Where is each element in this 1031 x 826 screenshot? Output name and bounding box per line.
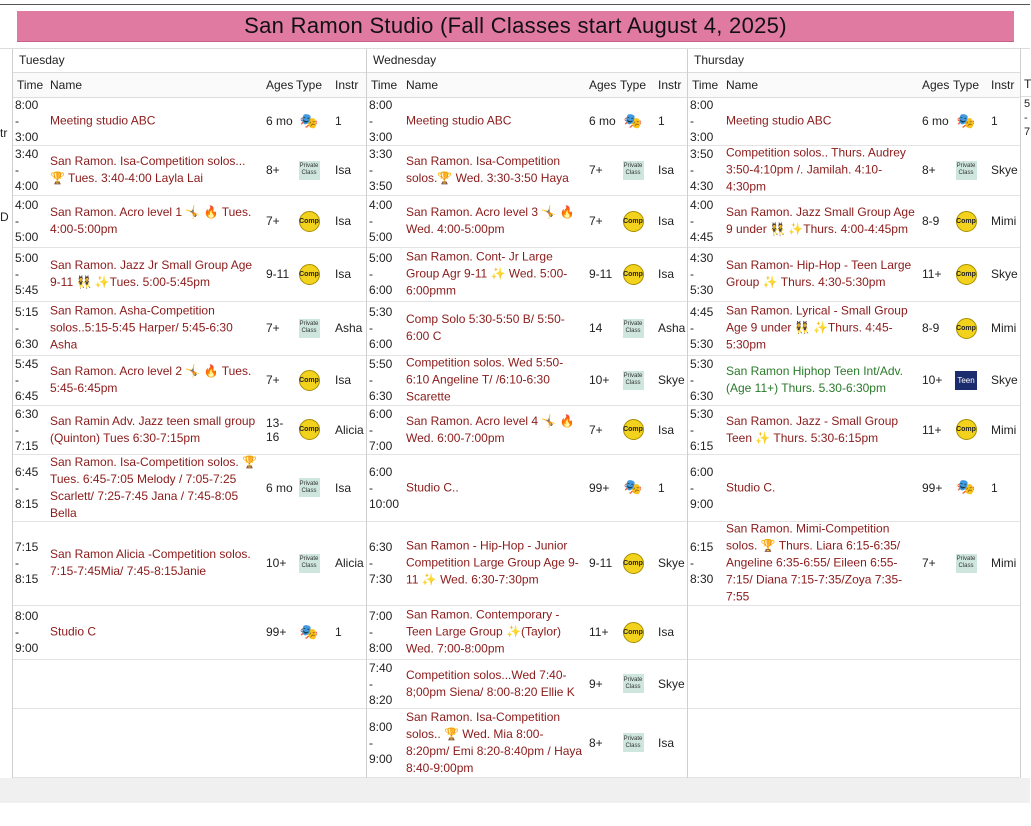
class-name-link[interactable]: Studio C (50, 624, 97, 639)
private-class-badge-icon: Private Class (622, 317, 644, 339)
class-time: 4:30 - 5:30 (690, 251, 714, 297)
private-class-badge-icon: Private Class (955, 159, 977, 181)
class-name-link[interactable]: San Ramon. Acro level 3 🤸 🔥 Wed. 4:00-5:00pm (406, 205, 575, 236)
class-instructor: Isa (335, 373, 352, 387)
class-time: 3:50 - 4:30 (690, 147, 714, 193)
class-ages: 8+ (589, 735, 603, 750)
class-name-link[interactable]: Comp Solo 5:30-5:50 B/ 5:50-6:00 C (406, 312, 565, 343)
class-row[interactable] (688, 97, 1021, 146)
class-name-link[interactable]: Studio C. (726, 480, 776, 494)
class-row[interactable] (13, 145, 367, 196)
class-row[interactable] (688, 355, 1021, 406)
comp-badge-icon: Comp (955, 317, 977, 339)
class-instructor: Alicia (335, 556, 364, 570)
column-header-instr: Instr (658, 78, 682, 92)
class-time: 6:00 - 9:00 (690, 464, 714, 511)
empty-row (688, 605, 1021, 660)
class-name-link[interactable]: Meeting studio ABC (726, 113, 832, 128)
class-instructor: Skye (991, 373, 1018, 387)
class-row[interactable] (688, 405, 1021, 455)
class-name-link[interactable]: Meeting studio ABC (50, 113, 156, 128)
column-header-name: Name (726, 78, 759, 92)
class-time: 4:00 - 4:45 (690, 198, 714, 244)
class-ages: 9-11 (589, 556, 613, 570)
class-name-link[interactable]: San Ramon - Hip-Hop - Junior Competition Large Group Age 9-11 ✨ Wed. 6:30-7:30pm (406, 538, 579, 587)
class-row[interactable] (13, 247, 367, 302)
column-header-time: Time (692, 78, 719, 92)
class-instructor: Alicia (335, 422, 364, 437)
class-time: 6:30 - 7:15 (15, 406, 39, 453)
empty-row (13, 659, 367, 709)
class-time: 5:50 - 6:30 (369, 357, 393, 403)
page-banner (17, 11, 1014, 42)
class-row[interactable] (688, 247, 1021, 302)
class-ages: 6 mo (266, 480, 293, 495)
column-headers (367, 73, 688, 98)
class-time: 8:00 - 3:00 (15, 98, 39, 144)
class-instructor: Skye (658, 676, 685, 691)
class-ages: 7+ (266, 321, 280, 335)
window-top-edge (0, 4, 1030, 5)
class-row[interactable] (13, 521, 367, 606)
class-time: 5:00 - 6:00 (369, 251, 393, 297)
class-time: 6:00 - 7:00 (369, 406, 393, 453)
class-ages: 99+ (922, 480, 943, 495)
private-class-badge-icon: Private Class (955, 552, 977, 574)
class-instructor: Skye (658, 373, 685, 387)
class-name-link[interactable]: San Ramon. Acro level 1 🤸 🔥 Tues. 4:00-5:00pm (50, 205, 252, 236)
column-header-name: Name (50, 78, 83, 92)
class-time: 7:00 - 8:00 (369, 609, 393, 655)
class-instructor: Mimi (991, 422, 1017, 437)
class-row[interactable] (367, 195, 688, 248)
column-header-instr: Instr (991, 78, 1015, 92)
class-ages: 9-11 (266, 267, 290, 281)
column-headers (688, 73, 1021, 98)
private-class-badge-icon: Private Class (298, 159, 320, 181)
class-name-link[interactable]: San Ramon. Isa-Competition solos.🏆 Wed. 3:30-3:50 Haya (406, 154, 569, 185)
comp-badge-icon: Comp (955, 210, 977, 232)
class-instructor: 1 (991, 114, 998, 128)
class-row[interactable] (13, 405, 367, 455)
class-ages: 9+ (589, 676, 603, 691)
comp-badge-icon: Comp (298, 419, 320, 441)
private-class-badge-icon: Private Class (622, 159, 644, 181)
comp-badge-icon: Comp (622, 552, 644, 574)
class-time: 3:30 - 3:50 (369, 147, 393, 193)
class-name-link[interactable]: San Ramon Hiphop Teen Int/Adv. (Age 11+) Thurs. 5.30-6:30pm (726, 364, 903, 395)
class-row[interactable] (367, 301, 688, 356)
fragment-row-right: 5 - 7 (1024, 98, 1031, 138)
class-instructor: Skye (991, 267, 1018, 281)
column-header-ages: Ages (922, 78, 950, 92)
theater-mask-icon: 🎭 (623, 479, 643, 496)
class-row[interactable] (367, 355, 688, 406)
class-name-link[interactable]: San Ramon. Cont- Jr Large Group Agr 9-11 ✨ Wed. 5:00-6:00pmm (406, 249, 568, 298)
class-row[interactable] (13, 605, 367, 660)
class-time: 5:30 - 6:15 (690, 406, 714, 453)
comp-badge-icon: Comp (622, 621, 644, 643)
comp-badge-icon: Comp (298, 369, 320, 391)
class-instructor: Isa (658, 735, 675, 750)
private-class-badge-icon: Private Class (298, 317, 320, 339)
class-ages: 7+ (589, 422, 603, 437)
column-header-type: Type (296, 78, 323, 92)
class-ages: 6 mo (589, 114, 616, 128)
class-ages: 7+ (589, 163, 603, 177)
teen-badge-icon: Teen (955, 369, 977, 391)
previous-day-fragment (0, 97, 12, 826)
class-ages: 99+ (266, 625, 287, 639)
day-column-wednesday (366, 49, 688, 778)
class-instructor: Asha (658, 321, 686, 335)
class-time: 8:00 - 9:00 (15, 609, 39, 655)
class-instructor: Isa (658, 214, 675, 228)
class-row[interactable] (367, 521, 688, 606)
class-ages: 6 mo (922, 114, 949, 128)
column-header-instr: Instr (335, 78, 359, 92)
class-ages: 9-11 (589, 267, 613, 281)
theater-mask-icon: 🎭 (956, 479, 976, 496)
private-class-badge-icon: Private Class (622, 369, 644, 391)
column-headers (13, 73, 367, 98)
class-instructor: Isa (335, 163, 352, 177)
class-name-link[interactable]: San Ramon. Mimi-Competition solos. 🏆 Thurs. Liara 6:15-6:35/ Angeline 6:35-6:55/ Eileen 6:55-7:15/ Diana 7:15-7:35/Zoya 7:35-7:55 (726, 521, 903, 604)
day-column-thursday (687, 49, 1021, 778)
class-row[interactable] (688, 195, 1021, 248)
empty-row (688, 659, 1021, 709)
class-instructor: 1 (335, 114, 342, 128)
class-time: 7:40 - 8:20 (369, 660, 393, 707)
class-instructor: Mimi (991, 214, 1017, 228)
class-time: 8:00 - 9:00 (369, 719, 393, 766)
class-ages: 7+ (266, 214, 280, 228)
class-instructor: Isa (335, 480, 352, 495)
class-ages: 8-9 (922, 214, 940, 228)
theater-mask-icon: 🎭 (623, 112, 643, 130)
class-instructor: Skye (991, 163, 1018, 177)
day-column-tuesday (12, 49, 367, 778)
class-time: 6:45 - 8:15 (15, 464, 39, 511)
class-time: 5:00 - 5:45 (15, 251, 39, 297)
class-name-link[interactable]: Competition solos. Wed 5:50-6:10 Angeline T/ /6:10-6:30 Scarette (406, 355, 564, 404)
next-day-fragment (1020, 48, 1031, 777)
class-name-link[interactable]: San Ramon. Acro level 4 🤸 🔥 Wed. 6:00-7:00pm (406, 413, 575, 445)
fragment-col-header: tr (0, 126, 8, 140)
class-row[interactable] (688, 521, 1021, 606)
comp-badge-icon: Comp (622, 263, 644, 285)
class-time: 8:00 - 3:00 (369, 98, 393, 144)
class-ages: 10+ (589, 373, 610, 387)
column-header-name: Name (406, 78, 439, 92)
class-ages: 8+ (922, 163, 936, 177)
class-time: 6:30 - 7:30 (369, 540, 393, 586)
class-name-link[interactable]: San Ramon. Acro level 2 🤸 🔥 Tues. 5:45-6:45pm (50, 364, 252, 395)
class-instructor: 1 (991, 480, 998, 495)
class-ages: 7+ (266, 373, 280, 387)
class-time: 8:00 - 3:00 (690, 98, 714, 144)
class-name-link[interactable]: San Ramon. Jazz - Small Group Teen ✨ Thurs. 5:30-6:15pm (726, 413, 899, 445)
class-name-link[interactable]: Competition solos.. Thurs. Audrey 3:50-4:10pm /. Jamilah. 4:10-4:30pm (726, 145, 906, 194)
theater-mask-icon: 🎭 (299, 112, 319, 130)
column-header-time: Time (371, 78, 398, 92)
class-row[interactable] (367, 247, 688, 302)
class-instructor: 1 (658, 480, 665, 495)
class-row[interactable] (367, 405, 688, 455)
class-row[interactable] (367, 605, 688, 660)
day-header: Wednesday (367, 49, 688, 73)
fragment-col-header-right: T (1024, 77, 1031, 91)
class-time: 5:30 - 6:30 (690, 357, 714, 403)
class-ages: 10+ (266, 556, 287, 570)
class-name-link[interactable]: San Ramon- Hip-Hop - Teen Large Group ✨ Thurs. 4:30-5:30pm (726, 258, 912, 289)
class-time: 4:45 - 5:30 (690, 305, 714, 351)
class-row[interactable] (13, 97, 367, 146)
class-ages: 11+ (922, 422, 942, 437)
class-time: 4:00 - 5:00 (369, 198, 393, 244)
class-row[interactable] (13, 195, 367, 248)
class-name-link[interactable]: Meeting studio ABC (406, 113, 512, 128)
class-time: 4:00 - 5:00 (15, 198, 39, 244)
private-class-badge-icon: Private Class (298, 477, 320, 499)
day-header: Thursday (688, 49, 1021, 73)
class-instructor: Isa (658, 422, 675, 437)
fragment-row-text: D (0, 210, 9, 224)
theater-mask-icon: 🎭 (956, 112, 976, 130)
class-instructor: 1 (335, 625, 342, 639)
class-name-link[interactable]: San Ramon Alicia -Competition solos. 7:15-7:45Mia/ 7:45-8:15Janie (50, 547, 251, 578)
empty-row (688, 708, 1021, 778)
theater-mask-icon: 🎭 (299, 623, 319, 641)
class-ages: 11+ (922, 267, 942, 281)
class-ages: 8+ (266, 163, 280, 177)
class-time: 6:00 - 10:00 (369, 464, 400, 511)
class-name-link[interactable]: San Ramon. Isa-Competition solos.. 🏆 Wed. Mia 8:00-8:20pm/ Emi 8:20-8:40pm / Haya 8:40-9:00pm (406, 709, 583, 775)
column-header-ages: Ages (589, 78, 617, 92)
class-time: 5:15 - 6:30 (15, 305, 39, 351)
class-time: 5:30 - 6:00 (369, 305, 393, 351)
class-time: 7:15 - 8:15 (15, 540, 39, 586)
class-instructor: Asha (335, 321, 363, 335)
class-row[interactable] (13, 454, 367, 522)
class-time: 6:15 - 8:30 (690, 540, 714, 586)
class-row[interactable] (13, 301, 367, 356)
bottom-bar (0, 778, 1030, 803)
class-row[interactable] (367, 97, 688, 146)
class-row[interactable] (367, 454, 688, 522)
class-instructor: Mimi (991, 556, 1017, 570)
class-name-link[interactable]: Competition solos...Wed 7:40-8;00pm Siena/ 8:00-8:20 Ellie K (406, 667, 575, 699)
class-row[interactable] (688, 301, 1021, 356)
class-time: 5:45 - 6:45 (15, 357, 39, 403)
class-name-link[interactable]: San Ramon. Jazz Small Group Age 9 under 👯 ✨Thurs. 4:00-4:45pm (726, 205, 915, 236)
comp-badge-icon: Comp (298, 210, 320, 232)
class-ages: 8-9 (922, 321, 940, 335)
column-header-type: Type (620, 78, 647, 92)
class-name-link[interactable]: San Ramon. Isa-Competition solos. 🏆 Tues. 6:45-7:05 Melody / 7:05-7:25 Scarlett/ 7:25-7:45 Jana / 7:45-8:05 Bella (50, 454, 258, 520)
class-ages: 6 mo (266, 114, 293, 128)
private-class-badge-icon: Private Class (298, 552, 320, 574)
class-ages: 7+ (922, 556, 936, 570)
class-ages: 10+ (922, 373, 943, 387)
class-name-link[interactable]: San Ramon. Isa-Competition solos... 🏆 Tues. 3:40-4:00 Layla Lai (50, 154, 246, 185)
class-name-link[interactable]: San Ramin Adv. Jazz teen small group (Quinton) Tues 6:30-7:15pm (50, 413, 256, 445)
class-name-link[interactable]: San Ramon. Jazz Jr Small Group Age 9-11 👯 ✨Tues. 5:00-5:45pm (50, 258, 253, 289)
column-header-ages: Ages (266, 78, 294, 92)
class-ages: 11+ (589, 625, 609, 639)
comp-badge-icon: Comp (622, 419, 644, 441)
class-row[interactable] (688, 145, 1021, 196)
banner-title: San Ramon Studio (Fall Classes start August 4, 2025) (244, 13, 787, 38)
class-instructor: Isa (335, 267, 352, 281)
class-instructor: Isa (335, 214, 352, 228)
class-row[interactable] (367, 708, 688, 778)
class-ages: 7+ (589, 214, 603, 228)
class-instructor: Isa (658, 267, 675, 281)
class-instructor: Isa (658, 163, 675, 177)
comp-badge-icon: Comp (622, 210, 644, 232)
class-name-link[interactable]: San Ramon. Asha-Competition solos..5:15-5:45 Harper/ 5:45-6:30 Asha (50, 303, 233, 352)
class-ages: 99+ (589, 480, 610, 495)
column-header-type: Type (953, 78, 980, 92)
class-ages: 13- 16 (266, 415, 284, 444)
class-instructor: Mimi (991, 321, 1017, 335)
class-time: 3:40 - 4:00 (15, 147, 39, 193)
column-header-time: Time (17, 78, 44, 92)
class-row[interactable] (13, 355, 367, 406)
comp-badge-icon: Comp (955, 263, 977, 285)
class-instructor: Skye (658, 556, 685, 570)
private-class-badge-icon: Private Class (622, 673, 644, 695)
class-ages: 14 (589, 321, 603, 335)
class-name-link[interactable]: Studio C.. (406, 480, 459, 494)
class-row[interactable] (367, 659, 688, 709)
comp-badge-icon: Comp (955, 419, 977, 441)
empty-row (13, 708, 367, 778)
class-instructor: 1 (658, 114, 665, 128)
schedule-grid (0, 48, 1030, 779)
comp-badge-icon: Comp (298, 263, 320, 285)
class-row[interactable] (688, 454, 1021, 522)
class-name-link[interactable]: San Ramon. Contemporary - Teen Large Group ✨(Taylor) Wed. 7:00-8:00pm (406, 607, 562, 656)
class-row[interactable] (367, 145, 688, 196)
day-header: Tuesday (13, 49, 367, 73)
class-name-link[interactable]: San Ramon. Lyrical - Small Group Age 9 under 👯 ✨Thurs. 4:45-5:30pm (726, 303, 908, 352)
private-class-badge-icon: Private Class (622, 732, 644, 754)
class-instructor: Isa (658, 625, 675, 639)
